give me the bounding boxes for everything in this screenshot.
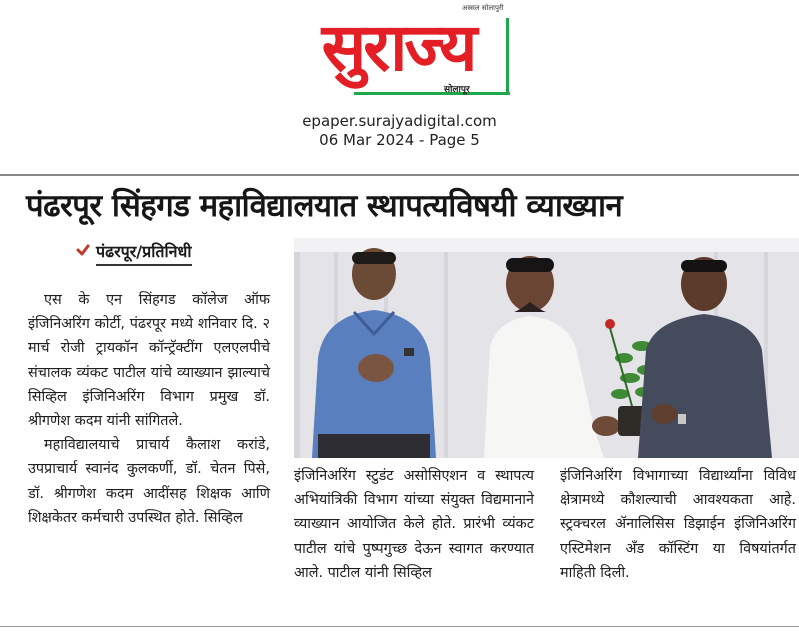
- headline-divider: [0, 174, 799, 176]
- logo-wordmark: सुराज्य: [321, 9, 475, 86]
- byline-text: पंढरपूर/प्रतिनिधी: [96, 240, 192, 266]
- paragraph: महाविद्यालयाचे प्राचार्य कैलाश करांडे, उपप्राचार्य स्वानंद कुलकर्णी, डॉ. चेतन पिसे, डॉ. श्रीगणेश कदम आदींसह शिक्षक आणि शिक्षकेतर कर्मचारी उपस्थित होते. सिव्हिल: [28, 437, 270, 526]
- logo-side-bar: [506, 18, 509, 95]
- masthead-city: सोलापूर: [444, 85, 470, 95]
- article-column-2: [294, 464, 534, 585]
- paragraph: इंजिनिअरिंग विभागाच्या विद्यार्थ्यांना विविध क्षेत्रामध्ये कौशल्याची आवश्यकता आहे. स्ट्रक्चरल ॲनालिसिस डिझाईन इंजिनिअरिंग एस्टिमेशन अँड कॉस्टिंग या विषयांतर्गत माहिती दिली.: [560, 468, 796, 581]
- article-headline: पंढरपूर सिंहगड महाविद्यालयात स्थापत्यविषयी व्याख्यान: [26, 188, 623, 224]
- newspaper-logo: [284, 9, 512, 106]
- article-column-3: [560, 464, 796, 585]
- checkmark-icon: [76, 243, 90, 257]
- event-photo-illustration: [294, 238, 799, 458]
- logo-underline: [354, 92, 510, 95]
- article-column-1: [28, 288, 270, 530]
- paragraph: एस के एन सिंहगड कॉलेज ऑफ इंजिनिअरिंग कोर्टी, पंढरपूर मध्ये शनिवार दि. २ मार्च रोजी ट्रायकॉन कॉन्ट्रॅक्टींग एलएलपीचे संचालक व्यंकट पाटील यांचे व्याख्यान झाल्याचे सिव्हिल इंजिनिअरिंग विभाग प्रमुख डॉ. श्रीगणेश कदम यांनी सांगितले.: [28, 292, 270, 430]
- article-photo: [294, 238, 799, 458]
- paragraph: इंजिनिअरिंग स्टुडंट असोसिएशन व स्थापत्य अभियांत्रिकी विभाग यांच्या संयुक्त विद्यमानाने व्याख्यान आयोजित केले होते. प्रारंभी व्यंकट पाटील यांचे पुष्पगुच्छ देऊन स्वागत करण्यात आले. पाटील यांनी सिव्हिल: [294, 468, 534, 581]
- page-bottom-rule: [0, 626, 799, 627]
- masthead-tagline: अस्सल सोलापुरी: [462, 4, 504, 12]
- edition-date-page: 06 Mar 2024 - Page 5: [319, 131, 480, 149]
- epaper-website: epaper.surajyadigital.com: [302, 112, 497, 130]
